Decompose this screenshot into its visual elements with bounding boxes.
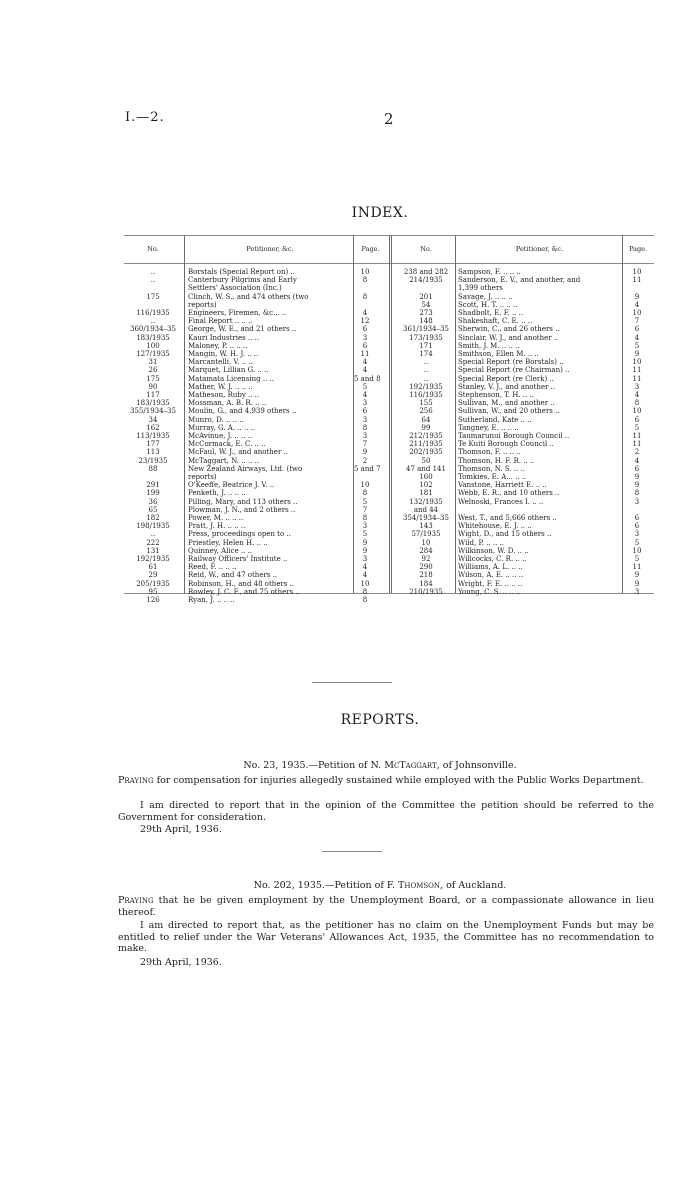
index-number-cell: 65	[148, 505, 158, 514]
index-number-cell: 95	[148, 587, 158, 596]
petitioner-cell: Reid, W., and 47 others ..	[188, 571, 278, 580]
table-row	[124, 596, 654, 605]
page-cell: 4	[362, 366, 368, 375]
page-cell: 3	[634, 497, 640, 506]
page-cell: 9	[634, 481, 640, 490]
petitioner-cell: Wright, F. E. .. .. ..	[458, 579, 523, 588]
page-cell: 3	[362, 522, 368, 531]
petitioner-cell: Wilkinson, W. D. .. ..	[458, 546, 529, 555]
page-cell: 9	[362, 448, 368, 457]
petitioner-cell: Rowley, J. C. F., and 75 others ..	[188, 587, 300, 596]
report-date: 29th April, 1936.	[140, 824, 222, 835]
page-cell: 12	[360, 317, 370, 326]
page-cell: 7	[362, 505, 368, 514]
index-number-cell: 218	[419, 571, 433, 580]
page-cell: 6	[634, 415, 640, 424]
index-number-cell: 201	[419, 292, 433, 301]
page-cell: 6	[634, 514, 640, 522]
petitioner-cell: Williams, A. L. .. ..	[458, 563, 523, 572]
petitioner-cell: Special Report (re Clerk) ..	[458, 374, 554, 383]
index-number-cell: 102	[419, 481, 433, 490]
index-number-cell: 212/1935	[409, 432, 443, 440]
index-number-cell: 143	[419, 522, 433, 531]
petitioner-cell: Smith, J. M. .. .. ..	[458, 341, 520, 350]
column-header-page-left: Page.	[361, 245, 380, 253]
index-number-cell: 34	[148, 415, 158, 424]
index-number-cell: 54	[421, 300, 431, 309]
report-heading: No. 202, 1935.—Petition of F. Thomson, of Auckland.	[253, 880, 507, 891]
index-number-cell: 162	[146, 423, 160, 432]
page-cell: 11	[632, 276, 642, 285]
index-number-cell: 117	[146, 391, 160, 399]
page-cell: 7	[362, 440, 368, 449]
petitioner-cell: Final Report .. .. ..	[188, 317, 253, 326]
page-cell: 6	[634, 325, 640, 334]
index-table	[124, 235, 654, 605]
report-praying: Praying for compensation for injuries allegedly sustained while employed with the Public Works Department.	[118, 775, 644, 786]
petitioner-cell: George, W. E., and 21 others ..	[188, 325, 297, 334]
page-cell: 11	[632, 366, 642, 375]
page-cell: 5 and 7	[354, 464, 381, 473]
index-number-cell: 256	[419, 407, 433, 416]
page-number: 2	[384, 110, 394, 128]
petitioner-cell: Taumarunui Borough Council ..	[458, 432, 570, 440]
index-number-cell: 192/1935	[136, 555, 170, 563]
petitioner-cell: Penketh, J. .. .. ..	[188, 489, 246, 498]
index-number-cell: 131	[146, 546, 160, 555]
petitioner-cell: Young, C. S. .. .. ..	[458, 587, 521, 596]
index-number-cell: 127/1935	[136, 350, 170, 358]
index-number-cell: 198/1935	[136, 522, 170, 531]
index-number-cell: 148	[419, 317, 433, 326]
petitioner-cell: Pilling, Mary, and 113 others ..	[188, 497, 298, 506]
reports-title: REPORTS.	[340, 712, 420, 728]
petitioner-cell: Special Report (re Chairman) ..	[458, 366, 570, 375]
page-cell: 9	[362, 538, 368, 547]
index-number-cell: 57/1935	[411, 530, 441, 539]
petitioner-cell: Settlers' Association (Inc.)	[188, 284, 282, 293]
petitioner-cell: Sutherland, Kate .. ..	[458, 415, 532, 424]
petitioner-cell: Marquet, Lillian G. .. ..	[188, 366, 269, 375]
petitioner-cell: West, T., and 5,666 others ..	[458, 514, 557, 522]
page-cell: 3	[362, 333, 368, 342]
index-number-cell: 199	[146, 489, 160, 498]
page-cell: 9	[634, 571, 640, 580]
page-cell: 4	[362, 309, 368, 317]
index-number-cell: 210/1935	[409, 587, 443, 596]
index-number-cell: 211/1935	[409, 440, 443, 449]
petitioner-cell: Moulin, G., and 4,939 others ..	[188, 407, 297, 416]
column-header-petitioner-right: Petitioner, &c.	[515, 245, 564, 253]
page-cell: 8	[362, 276, 368, 285]
index-number-cell: ..	[150, 317, 156, 326]
petitioner-cell: Wight, D., and 15 others ..	[458, 530, 552, 539]
page-cell: 11	[360, 350, 370, 358]
page-cell: 3	[634, 587, 640, 596]
petitioner-cell: Plowman, J. N., and 2 others ..	[188, 505, 296, 514]
index-number-cell: 238 and 282	[403, 268, 449, 276]
index-number-cell: 92	[421, 555, 431, 563]
page-cell: 9	[634, 350, 640, 358]
index-number-cell: 10	[421, 538, 431, 547]
petitioner-cell: Borstals (Special Report on) ..	[188, 268, 295, 276]
petitioner-cell: O'Keeffe, Beatrice J. V. ..	[188, 481, 275, 490]
index-number-cell: 202/1935	[409, 448, 443, 457]
petitioner-cell: Kauri Industries .. ..	[188, 333, 260, 342]
page-cell: 6	[634, 464, 640, 473]
petitioner-cell: 1,399 others	[458, 284, 503, 293]
petitioner-cell: Matamata Licensing .. ..	[188, 374, 274, 383]
page-cell: 5	[634, 538, 640, 547]
page-cell: 5	[634, 341, 640, 350]
petitioner-cell: Shadbolt, E. F. .. ..	[458, 309, 524, 317]
page-cell: 11	[632, 374, 642, 383]
page-cell: 3	[634, 382, 640, 391]
petitioner-cell: Wild, P. .. .. ..	[458, 538, 505, 547]
page-cell: 8	[362, 292, 368, 301]
index-number-cell: 116/1935	[136, 309, 170, 317]
page-cell: 3	[362, 432, 368, 440]
index-number-cell: 23/1935	[138, 456, 168, 465]
page-cell: 6	[362, 325, 368, 334]
index-number-cell: 36	[148, 497, 158, 506]
page-cell: 8	[362, 587, 368, 596]
column-header-no-right: No.	[420, 245, 432, 253]
page-cell: 4	[362, 563, 368, 572]
page-cell: 10	[632, 546, 642, 555]
petitioner-cell: Matheson, Ruby .. ..	[188, 391, 260, 399]
index-number-cell: 171	[419, 341, 433, 350]
report-date: 29th April, 1936.	[140, 957, 222, 968]
petitioner-cell: Willcocks, C. R. .. ..	[458, 555, 527, 563]
index-number-cell: 26	[148, 366, 158, 375]
report-praying: Praying that he be given employment by the Unemployment Board, or a compassionate allowance in lieu thereof.	[118, 895, 654, 918]
petitioner-cell: reports)	[188, 300, 217, 309]
page-cell: 4	[362, 358, 368, 367]
page-cell: 10	[632, 268, 642, 276]
petitioner-cell: Thomson, H. F. R. .. ..	[458, 456, 535, 465]
page-cell: 5	[362, 382, 368, 391]
petitioner-cell: reports)	[188, 473, 217, 481]
index-number-cell: 50	[421, 456, 431, 465]
petitioner-cell: Sampson, F. .. .. ..	[458, 268, 521, 276]
page-cell: 5	[362, 530, 368, 539]
index-number-cell: 291	[146, 481, 160, 490]
column-header-no-left: No.	[147, 245, 159, 253]
index-number-cell: ..	[150, 276, 156, 285]
petitioner-cell: Robinson, H., and 48 others ..	[188, 579, 295, 588]
petitioner-cell: Whitehouse, E. J. .. ..	[458, 522, 532, 531]
index-number-cell: ..	[150, 530, 156, 539]
petitioner-cell: Sanderson, E. V., and another, and	[458, 276, 581, 285]
petitioner-cell: Sullivan, W., and 20 others ..	[458, 407, 560, 416]
petitioner-cell: New Zealand Airways, Ltd. (two	[188, 464, 303, 473]
index-number-cell: 354/1934–35	[403, 514, 449, 522]
index-number-cell: 192/1935	[409, 382, 443, 391]
index-number-cell: 126	[146, 596, 160, 604]
index-number-cell: 155	[419, 399, 433, 408]
report-body: I am directed to report that in the opinion of the Committee the petition should be referred to the Government for consideration.	[118, 800, 654, 823]
page-cell: 9	[634, 292, 640, 301]
page-cell: 9	[634, 473, 640, 481]
petitioner-cell: Stanley, V. J., and another ..	[458, 382, 556, 391]
index-number-cell: 360/1934–35	[130, 325, 176, 334]
petitioner-cell: Scott, H. T. .. .. ..	[458, 300, 518, 309]
page-cell: 5	[634, 555, 640, 563]
page-cell: 4	[362, 571, 368, 580]
petitioner-cell: Railway Officers' Institute ..	[188, 555, 288, 563]
petitioner-cell: Murray, G. A. .. .. ..	[188, 423, 256, 432]
petitioner-cell: Power, M. .. .. ..	[188, 514, 244, 522]
index-number-cell: 361/1934–35	[403, 325, 449, 334]
page-cell: 5 and 8	[354, 374, 381, 383]
page-cell: 10	[632, 358, 642, 367]
index-number-cell: 184	[419, 579, 433, 588]
petitioner-cell: Pratt, J. H. .. .. ..	[188, 522, 246, 531]
page-cell: 3	[362, 415, 368, 424]
page-cell: 9	[634, 579, 640, 588]
page-cell: 8	[362, 423, 368, 432]
report-heading: No. 23, 1935.—Petition of N. McTaggart, of Johnsonville.	[243, 760, 517, 771]
petitioner-cell: Press, proceedings open to ..	[188, 530, 291, 539]
petitioner-cell: Maloney, P. .. .. ..	[188, 341, 248, 350]
page-cell: 8	[362, 596, 368, 604]
index-number-cell: ..	[423, 366, 429, 375]
page-cell: 6	[634, 522, 640, 531]
index-number-cell: 273	[419, 309, 433, 317]
page-cell: 5	[362, 497, 368, 506]
page-cell: 4	[634, 333, 640, 342]
petitioner-cell: Stephenson, T. H. .. ..	[458, 391, 534, 399]
page-cell: 5	[634, 423, 640, 432]
page-cell: 10	[632, 309, 642, 317]
petitioner-cell: McAvinue, J. .. .. ..	[188, 432, 253, 440]
index-number-cell: 100	[146, 341, 160, 350]
index-number-cell: 173/1935	[409, 333, 443, 342]
index-number-cell: 182	[146, 514, 160, 522]
petitioner-cell: McTaggart, N. .. .. ..	[188, 456, 260, 465]
page-cell: 8	[634, 489, 640, 498]
petitioner-cell: Webb, E. R., and 10 others ..	[458, 489, 560, 498]
petitioner-cell: Shakeshaft, C. E. .. ..	[458, 317, 533, 326]
petitioner-cell: Smithson, Ellen M. .. ..	[458, 350, 539, 358]
petitioner-cell: Thomson, N. S. .. ..	[458, 464, 526, 473]
page-cell: 10	[360, 579, 370, 588]
index-number-cell: 113/1935	[136, 432, 170, 440]
page-cell: 8	[634, 399, 640, 408]
page-cell: 2	[634, 448, 640, 457]
page-cell: 11	[632, 432, 642, 440]
page-cell: 10	[360, 268, 370, 276]
petitioner-cell: McCormack, E. C. .. ..	[188, 440, 266, 449]
page-cell: 3	[634, 530, 640, 539]
index-number-cell: 99	[421, 423, 431, 432]
petitioner-cell: McFaul, W. J., and another ..	[188, 448, 288, 457]
page-cell: 11	[632, 563, 642, 572]
page-cell: 3	[362, 399, 368, 408]
index-number-cell: 116/1935	[409, 391, 443, 399]
petitioner-cell: Sinclair, W. J., and another ..	[458, 333, 559, 342]
index-number-cell: 290	[419, 563, 433, 572]
index-number-cell: 175	[146, 292, 160, 301]
index-number-cell: 175	[146, 374, 160, 383]
petitioner-cell: Ryan, J. .. .. ..	[188, 596, 235, 604]
page-cell: 10	[360, 481, 370, 490]
page-cell: 8	[362, 489, 368, 498]
report-body: I am directed to report that, as the petitioner has no claim on the Unemployment Funds but may be entitled to relief under the War Veterans' Allowances Act, 1935, the Committee has no recommendation to make.	[118, 920, 654, 954]
index-number-cell: 222	[146, 538, 160, 547]
petitioner-cell: Vanstone, Harriett E. .. ..	[458, 481, 547, 490]
page-cell: 6	[362, 407, 368, 416]
petitioner-cell: Mangin, W. H. J. .. ..	[188, 350, 259, 358]
index-number-cell: ..	[423, 374, 429, 383]
page-cell: 11	[632, 440, 642, 449]
page-cell: 9	[362, 546, 368, 555]
page-cell: 7	[634, 317, 640, 326]
section-divider	[322, 851, 382, 852]
petitioner-cell: Wilson, A. E. .. .. ..	[458, 571, 524, 580]
index-number-cell: 284	[419, 546, 433, 555]
petitioner-cell: Sherwin, C., and 26 others ..	[458, 325, 560, 334]
index-number-cell: and 44	[413, 505, 439, 514]
page-cell: 2	[362, 456, 368, 465]
page-cell: 6	[362, 341, 368, 350]
index-title: INDEX.	[351, 205, 409, 221]
page-cell: 4	[362, 391, 368, 399]
index-number-cell: 113	[146, 448, 160, 457]
page-cell: 4	[634, 300, 640, 309]
index-number-cell: 88	[148, 464, 158, 473]
petitioner-cell: Sullivan, M., and another ..	[458, 399, 555, 408]
petitioner-cell: Reed, F. .. .. ..	[188, 563, 237, 572]
index-number-cell: ..	[150, 268, 156, 276]
petitioner-cell: Engineers, Firemen, &c... ..	[188, 309, 287, 317]
petitioner-cell: Quinney, Alice .. ..	[188, 546, 253, 555]
index-number-cell: 183/1935	[136, 333, 170, 342]
petitioner-cell: Canterbury Pilgrims and Early	[188, 276, 297, 285]
index-number-cell: 90	[148, 382, 158, 391]
petitioner-cell: Tangney, E. .. .. ..	[458, 423, 519, 432]
index-number-cell: 31	[148, 358, 158, 367]
petitioner-cell: Mather, W. J. .. .. ..	[188, 382, 253, 391]
petitioner-cell: Clinch, W. S., and 474 others (two	[188, 292, 309, 301]
index-number-cell: 214/1935	[409, 276, 443, 285]
index-number-cell: 205/1935	[136, 579, 170, 588]
index-number-cell: 29	[148, 571, 158, 580]
petitioner-cell: Thomson, F. .. .. ..	[458, 448, 521, 457]
petitioner-cell: Savage, J. .. .. ..	[458, 292, 513, 301]
index-number-cell: 132/1935	[409, 497, 443, 506]
page-cell: 8	[362, 514, 368, 522]
page-cell: 4	[634, 391, 640, 399]
page-cell: 4	[634, 456, 640, 465]
petitioner-cell: Welnoski, Frances I. .. ..	[458, 497, 544, 506]
index-number-cell: 64	[421, 415, 431, 424]
index-number-cell: 181	[419, 489, 433, 498]
index-number-cell: 355/1934–35	[130, 407, 176, 416]
index-number-cell: 174	[419, 350, 433, 358]
page-cell: 10	[632, 407, 642, 416]
index-number-cell: 160	[419, 473, 433, 481]
column-header-page-right: Page.	[628, 245, 648, 253]
petitioner-cell: Marcantelli, V. .. ..	[188, 358, 253, 367]
column-header-petitioner-left: Petitioner, &c.	[246, 245, 294, 253]
index-number-cell: ..	[423, 358, 429, 367]
page-cell: 3	[362, 555, 368, 563]
page-label: I.—2.	[125, 110, 165, 125]
index-number-cell: 47 and 141	[406, 464, 446, 473]
petitioner-cell: Priestley, Helen H. .. ..	[188, 538, 268, 547]
index-number-cell: 177	[146, 440, 160, 449]
petitioner-cell: Special Report (re Borstals) ..	[458, 358, 564, 367]
petitioner-cell: Tomkies, E. A... .. ..	[458, 473, 527, 481]
petitioner-cell: Mossman, A. B. R. .. ..	[188, 399, 267, 408]
index-number-cell: 61	[148, 563, 158, 572]
section-divider	[312, 682, 392, 683]
petitioner-cell: Munro, D. .. .. ..	[188, 415, 244, 424]
index-number-cell: 183/1935	[136, 399, 170, 408]
petitioner-cell: Te Kuiti Borough Council ..	[458, 440, 554, 449]
